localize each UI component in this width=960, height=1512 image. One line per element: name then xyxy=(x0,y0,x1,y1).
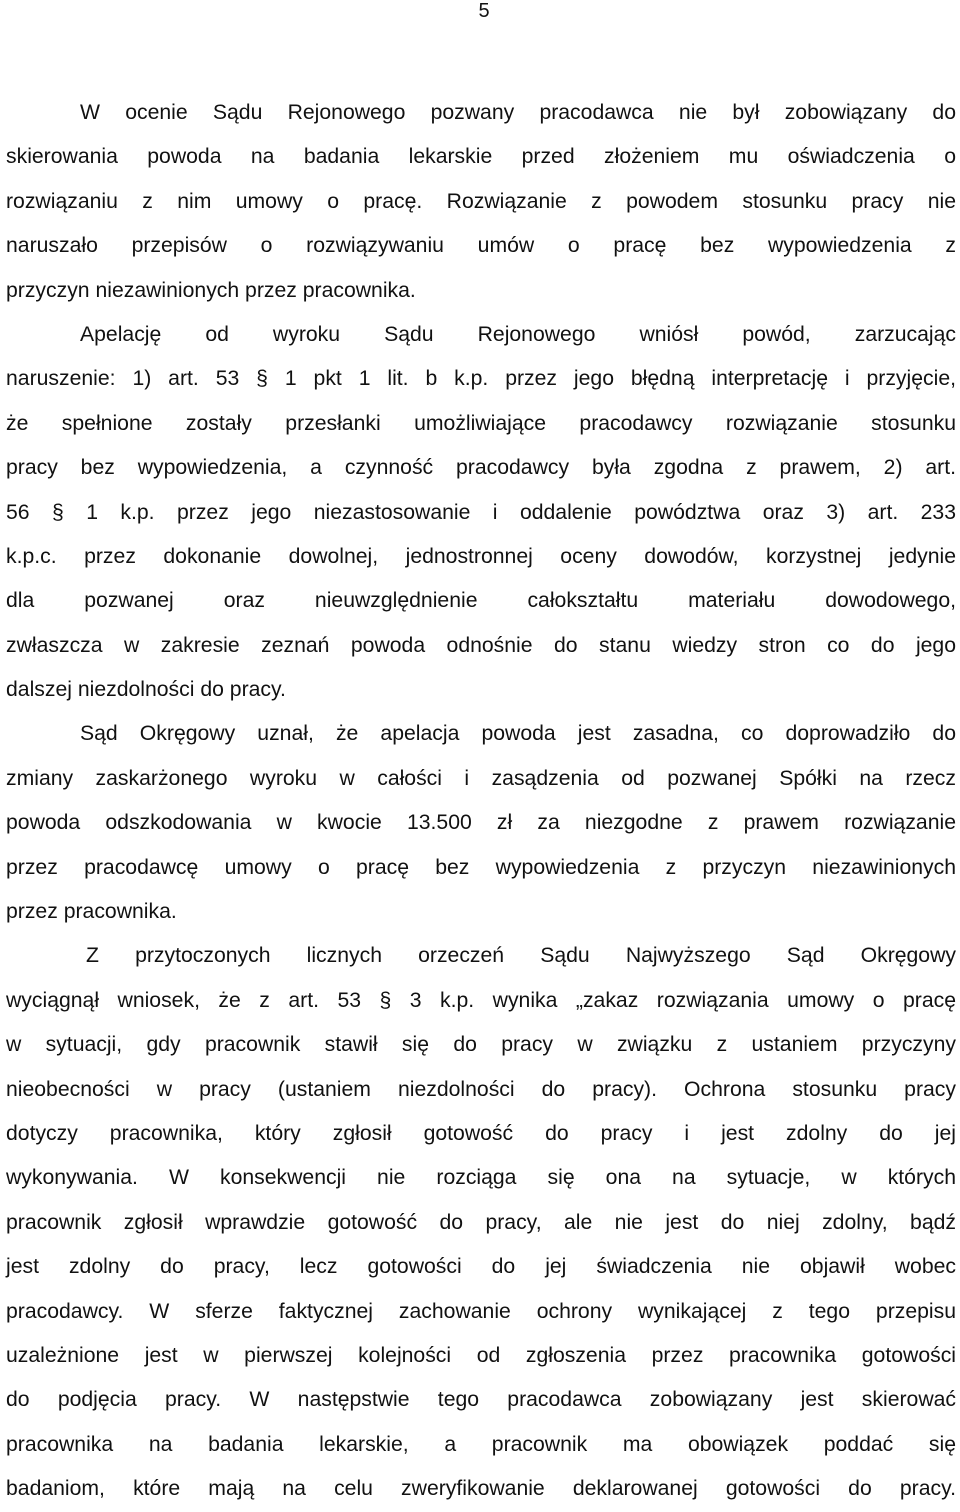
text-line: naruszało przepisów o rozwiązywaniu umów o pracę bez wypowiedzenia z xyxy=(6,234,956,258)
page-number: 5 xyxy=(478,0,490,22)
text-line: skierowania powoda na badania lekarskie przed złożeniem mu oświadczenia o xyxy=(6,145,956,169)
text-line: dla pozwanej oraz nieuwzględnienie całokształtu materiału dowodowego, xyxy=(6,589,956,613)
text-line: przyczyn niezawinionych przez pracownika. xyxy=(6,278,416,302)
text-line: dotyczy pracownika, który zgłosił gotowość do pracy i jest zdolny do jej xyxy=(6,1121,956,1145)
text-line: badaniom, które mają na celu zweryfikowanie deklarowanej gotowości do pracy. xyxy=(6,1477,956,1501)
text-line: rozwiązaniu z nim umowy o pracę. Rozwiązanie z powodem stosunku pracy nie xyxy=(6,189,956,213)
text-line: pracownika na badania lekarskie, a pracownik ma obowiązek poddać się xyxy=(6,1432,956,1456)
text-line: pracownik zgłosił wprawdzie gotowość do pracy, ale nie jest do niej zdolny, bądź xyxy=(6,1210,956,1234)
text-line: pracy bez wypowiedzenia, a czynność pracodawcy była zgodna z prawem, 2) art. xyxy=(6,456,956,480)
text-line: dalszej niezdolności do pracy. xyxy=(6,678,286,702)
text-line: pracodawcy. W sferze faktycznej zachowanie ochrony wynikającej z tego przepisu xyxy=(6,1299,956,1323)
body-text xyxy=(6,91,956,1512)
text-line: przez pracodawcę umowy o pracę bez wypowiedzenia z przyczyn niezawinionych xyxy=(6,855,956,879)
text-line: Z przytoczonych licznych orzeczeń Sądu Najwyższego Sąd Okręgowy xyxy=(86,944,956,968)
text-line: 56 § 1 k.p. przez jego niezastosowanie i oddalenie powództwa oraz 3) art. 233 xyxy=(6,500,956,524)
text-line: zwłaszcza w zakresie zeznań powoda odnośnie do stanu wiedzy stron co do jego xyxy=(6,633,956,657)
text-line: k.p.c. przez dokonanie dowolnej, jednostronnej oceny dowodów, korzystnej jedynie xyxy=(6,544,956,568)
text-line: wyciągnął wniosek, że z art. 53 § 3 k.p. wynika „zakaz rozwiązania umowy o pracę xyxy=(6,988,956,1012)
text-line: powoda odszkodowania w kwocie 13.500 zł za niezgodne z prawem rozwiązanie xyxy=(6,811,956,835)
text-line: Apelację od wyroku Sądu Rejonowego wniósł powód, zarzucając xyxy=(80,322,956,346)
text-line: nieobecności w pracy (ustaniem niezdolności do pracy). Ochrona stosunku pracy xyxy=(6,1077,956,1101)
text-line: naruszenie: 1) art. 53 § 1 pkt 1 lit. b k.p. przez jego błędną interpretację i przyjęcie, xyxy=(6,367,956,391)
text-line: że spełnione zostały przesłanki umożliwiające pracodawcy rozwiązanie stosunku xyxy=(6,411,956,435)
text-line: uzależnione jest w pierwszej kolejności od zgłoszenia przez pracownika gotowości xyxy=(6,1343,956,1367)
text-line: przez pracownika. xyxy=(6,900,177,924)
text-line: zmiany zaskarżonego wyroku w całości i zasądzenia od pozwanej Spółki na rzecz xyxy=(6,766,956,790)
text-line: W ocenie Sądu Rejonowego pozwany pracodawca nie był zobowiązany do xyxy=(80,101,956,124)
text-line: do podjęcia pracy. W następstwie tego pracodawca zobowiązany jest skierować xyxy=(6,1388,956,1412)
text-line: w sytuacji, gdy pracownik stawił się do pracy w związku z ustaniem przyczyny xyxy=(6,1033,956,1057)
text-line: jest zdolny do pracy, lecz gotowości do jej świadczenia nie objawił wobec xyxy=(6,1255,956,1279)
text-line: wykonywania. W konsekwencji nie rozciąga się ona na sytuacje, w których xyxy=(6,1166,956,1190)
text-line: Sąd Okręgowy uznał, że apelacja powoda jest zasadna, co doprowadziło do xyxy=(80,722,956,746)
